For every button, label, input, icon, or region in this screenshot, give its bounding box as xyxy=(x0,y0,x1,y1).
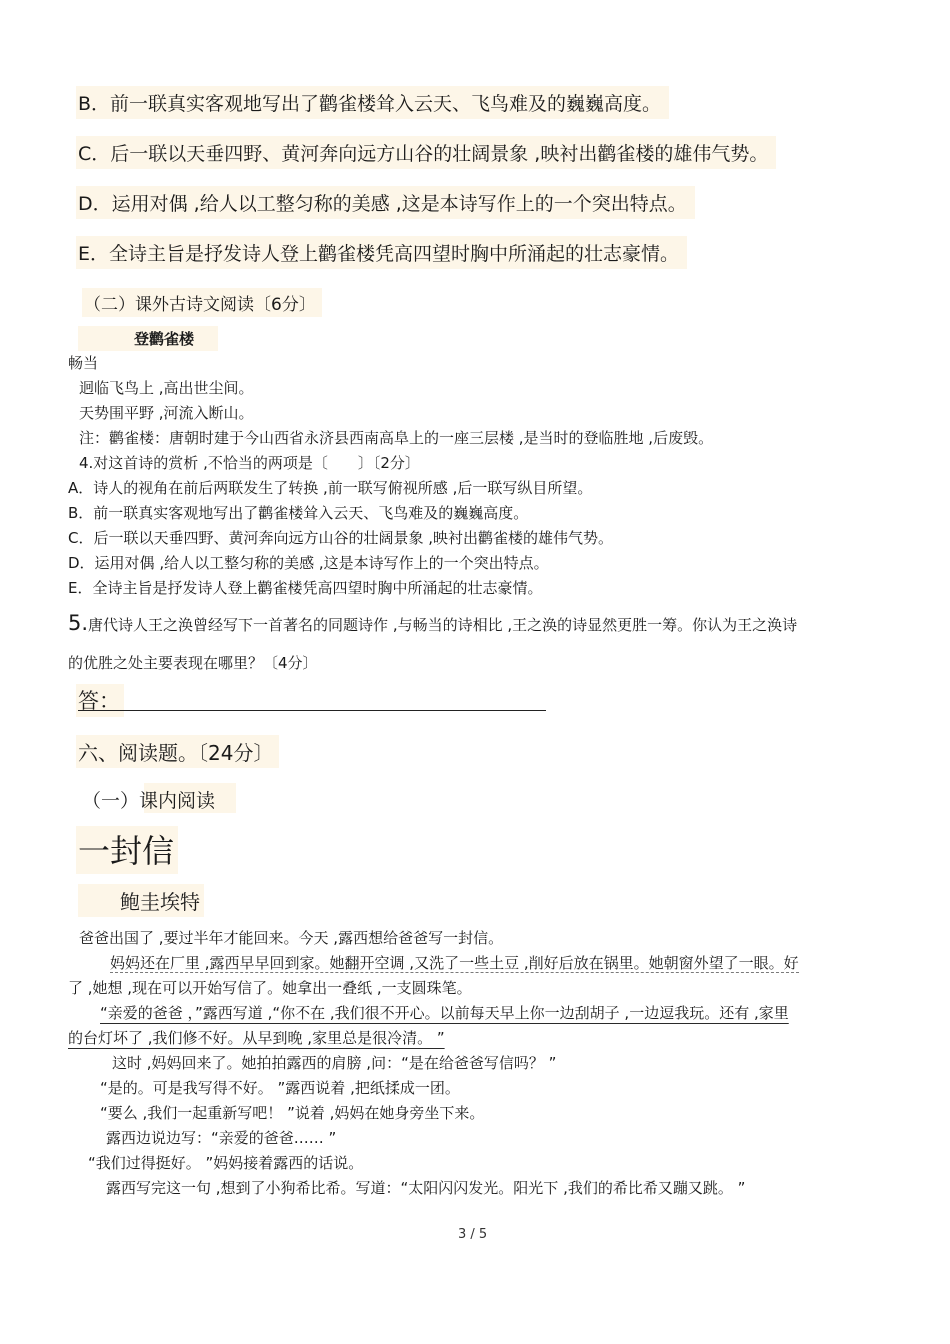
option-c-top: C．后一联以天垂四野、黄河奔向远方山谷的壮阔景象 ,映衬出鹳雀楼的雄伟气势。 xyxy=(76,136,776,169)
page-number: 3 / 5 xyxy=(458,1227,488,1242)
option-d-top: D．运用对偶 ,给人以工整匀称的美感 ,这是本诗写作上的一个突出特点。 xyxy=(76,186,695,219)
poem-line-1: 迥临飞鸟上 ,高出世尘间。 xyxy=(79,379,254,397)
section-2-heading: （二）课外古诗文阅读〔6分〕 xyxy=(82,288,322,317)
section-6-heading: 六、阅读题。〔24分〕 xyxy=(76,735,279,768)
story-p3-text-1: “亲爱的爸爸 ，”露西写道 ,“你不在 ,我们很不开心。以前每天早上你一边刮胡子 ,一边逗我玩。还有 ,家里 xyxy=(100,1004,789,1022)
poem-author: 畅当 xyxy=(68,354,99,372)
poem-note: 注：鹳雀楼：唐朝时建于今山西省永济县西南高阜上的一座三层楼 ,是当时的登临胜地 ,后废毁。 xyxy=(79,429,714,447)
poem-title: 登鹳雀楼 xyxy=(78,326,218,351)
q4-stem: 4.对这首诗的赏析 ,不恰当的两项是〔 〕〔2分〕 xyxy=(79,454,420,472)
story-paragraph-8: “我们过得挺好。 ”妈妈接着露西的话说。 xyxy=(88,1154,364,1172)
story-paragraph-3-line-2 xyxy=(68,1027,445,1048)
story-paragraph-6: “要么 ,我们一起重新写吧！ ”说着 ,妈妈在她身旁坐下来。 xyxy=(100,1104,485,1122)
q5-line-2: 的优胜之处主要表现在哪里？〔4分〕 xyxy=(68,654,318,672)
story-author: 鲍圭埃特 xyxy=(78,884,204,917)
story-paragraph-9: 露西写完这一句 ,想到了小狗希比希。写道：“太阳闪闪发光。阳光下 ,我们的希比希又蹦又跳。 ” xyxy=(106,1179,746,1197)
story-title: 一封信 xyxy=(76,826,178,874)
answer-line[interactable] xyxy=(78,710,546,711)
story-paragraph-1: 爸爸出国了 ,要过半年才能回来。今天 ,露西想给爸爸写一封信。 xyxy=(79,929,504,947)
q4-option-d: D．运用对偶 ,给人以工整匀称的美感 ,这是本诗写作上的一个突出特点。 xyxy=(68,554,549,572)
story-paragraph-7: 露西边说边写：“亲爱的爸爸…… ” xyxy=(106,1129,337,1147)
story-paragraph-3-line-1 xyxy=(100,1002,789,1023)
story-paragraph-4: 这时 ,妈妈回来了。她拍拍露西的肩膀 ,问：“是在给爸爸写信吗？ ” xyxy=(112,1054,557,1072)
answer-label: 答： xyxy=(76,684,124,717)
poem-line-2: 天势围平野 ,河流入断山。 xyxy=(79,404,254,422)
subsection-1-heading-text: （一）课内阅读 xyxy=(82,790,216,812)
q5-text-1: 唐代诗人王之涣曾经写下一首著名的同题诗作 ,与畅当的诗相比 ,王之涣的诗显然更胜一筹。你认为王之涣诗 xyxy=(88,616,798,634)
q5-line-1 xyxy=(68,611,797,635)
story-paragraph-2-line-1 xyxy=(110,952,799,973)
story-paragraph-5: “是的。可是我写得不好。 ”露西说着 ,把纸揉成一团。 xyxy=(100,1079,460,1097)
story-paragraph-2-line-2: 了 ,她想 ,现在可以开始写信了。她拿出一叠纸 ,一支圆珠笔。 xyxy=(68,979,472,997)
subsection-1-heading xyxy=(82,786,215,813)
q5-number: 5. xyxy=(68,611,89,635)
q4-option-e: E．全诗主旨是抒发诗人登上鹳雀楼凭高四望时胸中所涌起的壮志豪情。 xyxy=(68,579,543,597)
q4-option-a: A．诗人的视角在前后两联发生了转换 ,前一联写俯视所感 ,后一联写纵目所望。 xyxy=(68,479,593,497)
q4-option-b: B．前一联真实客观地写出了鹳雀楼耸入云天、飞鸟难及的巍巍高度。 xyxy=(68,504,529,522)
option-e-top: E．全诗主旨是抒发诗人登上鹳雀楼凭高四望时胸中所涌起的壮志豪情。 xyxy=(76,236,687,269)
story-p2-text-1: 妈妈还在厂里 ,露西早早回到家。她翻开空调 ,又洗了一些土豆 ,削好后放在锅里。她朝窗外望了一眼。好 xyxy=(110,954,799,972)
q4-option-c: C．后一联以天垂四野、黄河奔向远方山谷的壮阔景象 ,映衬出鹳雀楼的雄伟气势。 xyxy=(68,529,614,547)
story-p3-text-2: 的台灯坏了 ,我们修不好。从早到晚 ,家里总是很冷清。 ” xyxy=(68,1029,445,1047)
option-b-top: B．前一联真实客观地写出了鹳雀楼耸入云天、飞鸟难及的巍巍高度。 xyxy=(76,86,669,119)
